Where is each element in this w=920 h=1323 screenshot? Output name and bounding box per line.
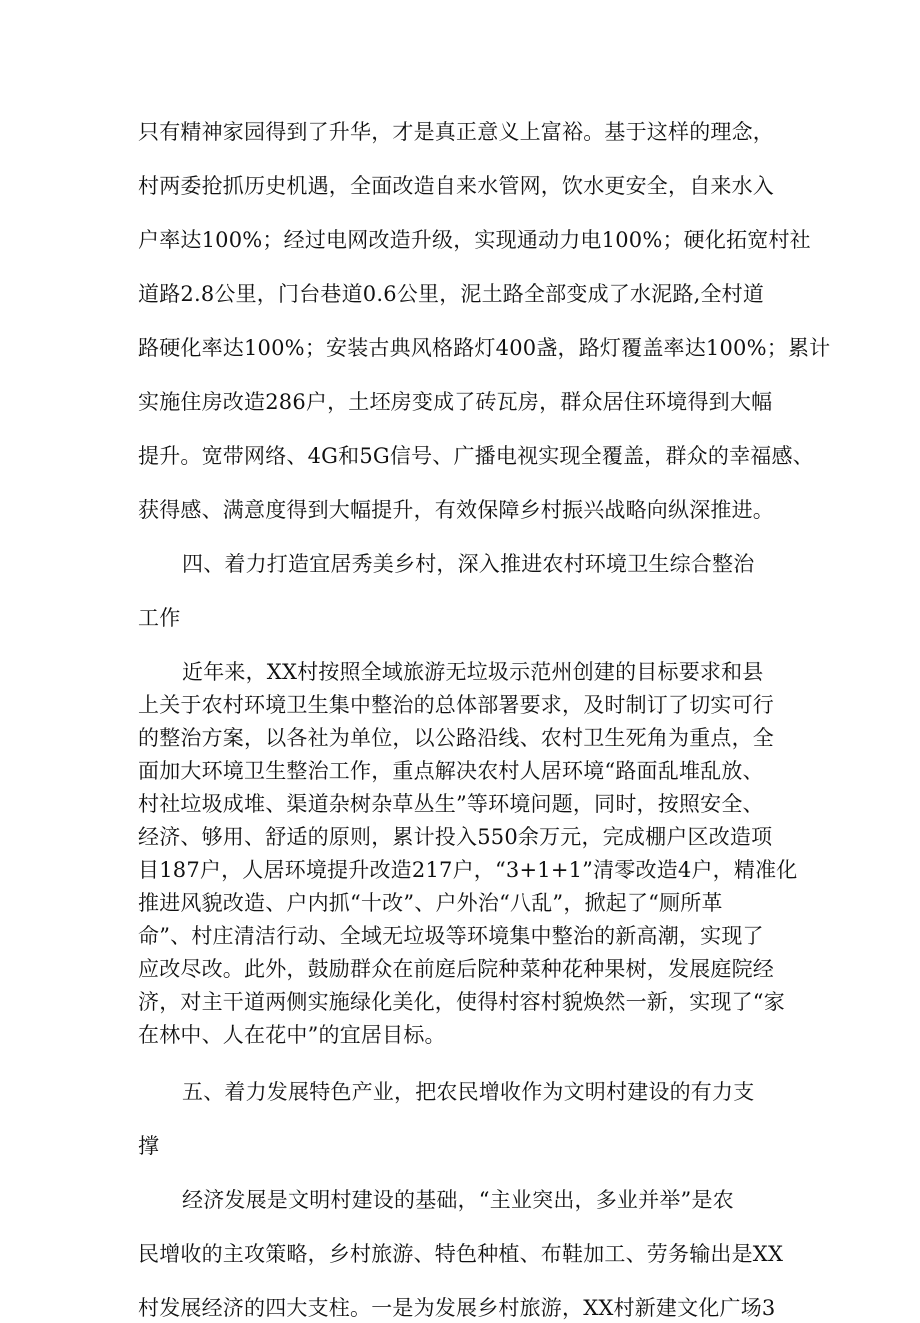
paragraph-line: 推进风貌改造、户内抓“十改”、户外治“八乱”，掀起了“厕所革 [138,891,723,915]
paragraph-line: 村两委抢抓历史机遇，全面改造自来水管网，饮水更安全，自来水入 [138,174,774,198]
paragraph-line: 命”、村庄清洁行动、全域无垃圾等环境集中整治的新高潮，实现了 [138,924,764,948]
paragraph-line: 户率达100%；经过电网改造升级，实现通动力电100%；硬化拓宽村社 [138,228,811,252]
paragraph-line: 路硬化率达100%；安装古典风格路灯400盏，路灯覆盖率达100%；累计 [138,336,831,360]
section-heading: 撑 [138,1134,160,1158]
paragraph-line: 实施住房改造286户，土坯房变成了砖瓦房，群众居住环境得到大幅 [138,390,773,414]
paragraph-line: 面加大环境卫生整治工作，重点解决农村人居环境“路面乱堆乱放、 [138,759,764,783]
paragraph-line: 道路2.8公里，门台巷道0.6公里，泥土路全部变成了水泥路,全村道 [138,282,765,306]
paragraph-line: 提升。宽带网络、4G和5G信号、广播电视实现全覆盖，群众的幸福感、 [138,444,814,468]
paragraph-line: 获得感、满意度得到大幅提升，有效保障乡村振兴战略向纵深推进。 [138,498,774,522]
paragraph-line: 民增收的主攻策略，乡村旅游、特色种植、布鞋加工、劳务输出是XX [138,1242,784,1266]
paragraph-line: 的整治方案，以各社为单位，以公路沿线、农村卫生死角为重点，全 [138,726,774,750]
paragraph-line: 只有精神家园得到了升华，才是真正意义上富裕。基于这样的理念， [138,120,774,144]
paragraph-line: 应改尽改。此外，鼓励群众在前庭后院种菜种花种果树，发展庭院经 [138,957,774,981]
paragraph-line: 在林中、人在花中”的宜居目标。 [138,1023,446,1047]
paragraph-line: 济，对主干道两侧实施绿化美化，使得村容村貌焕然一新，实现了“家 [138,990,785,1014]
paragraph-line: 近年来，XX村按照全域旅游无垃圾示范州创建的目标要求和县 [182,660,764,684]
paragraph-line: 村社垃圾成堆、渠道杂树杂草丛生”等环境问题，同时，按照安全、 [138,792,764,816]
section-heading: 工作 [138,606,181,630]
paragraph-line: 村发展经济的四大支柱。一是为发展乡村旅游，XX村新建文化广场3 [138,1296,776,1320]
paragraph-line: 上关于农村环境卫生集中整治的总体部署要求，及时制订了切实可行 [138,693,774,717]
section-heading: 五、着力发展特色产业，把农民增收作为文明村建设的有力支 [182,1080,755,1104]
paragraph-line: 目187户，人居环境提升改造217户，“3+1+1”清零改造4户，精准化 [138,858,798,882]
paragraph-line: 经济、够用、舒适的原则，累计投入550余万元，完成棚户区改造项 [138,825,773,849]
paragraph-line: 经济发展是文明村建设的基础，“主业突出，多业并举”是农 [182,1188,734,1212]
section-heading: 四、着力打造宜居秀美乡村，深入推进农村环境卫生综合整治 [182,552,755,576]
